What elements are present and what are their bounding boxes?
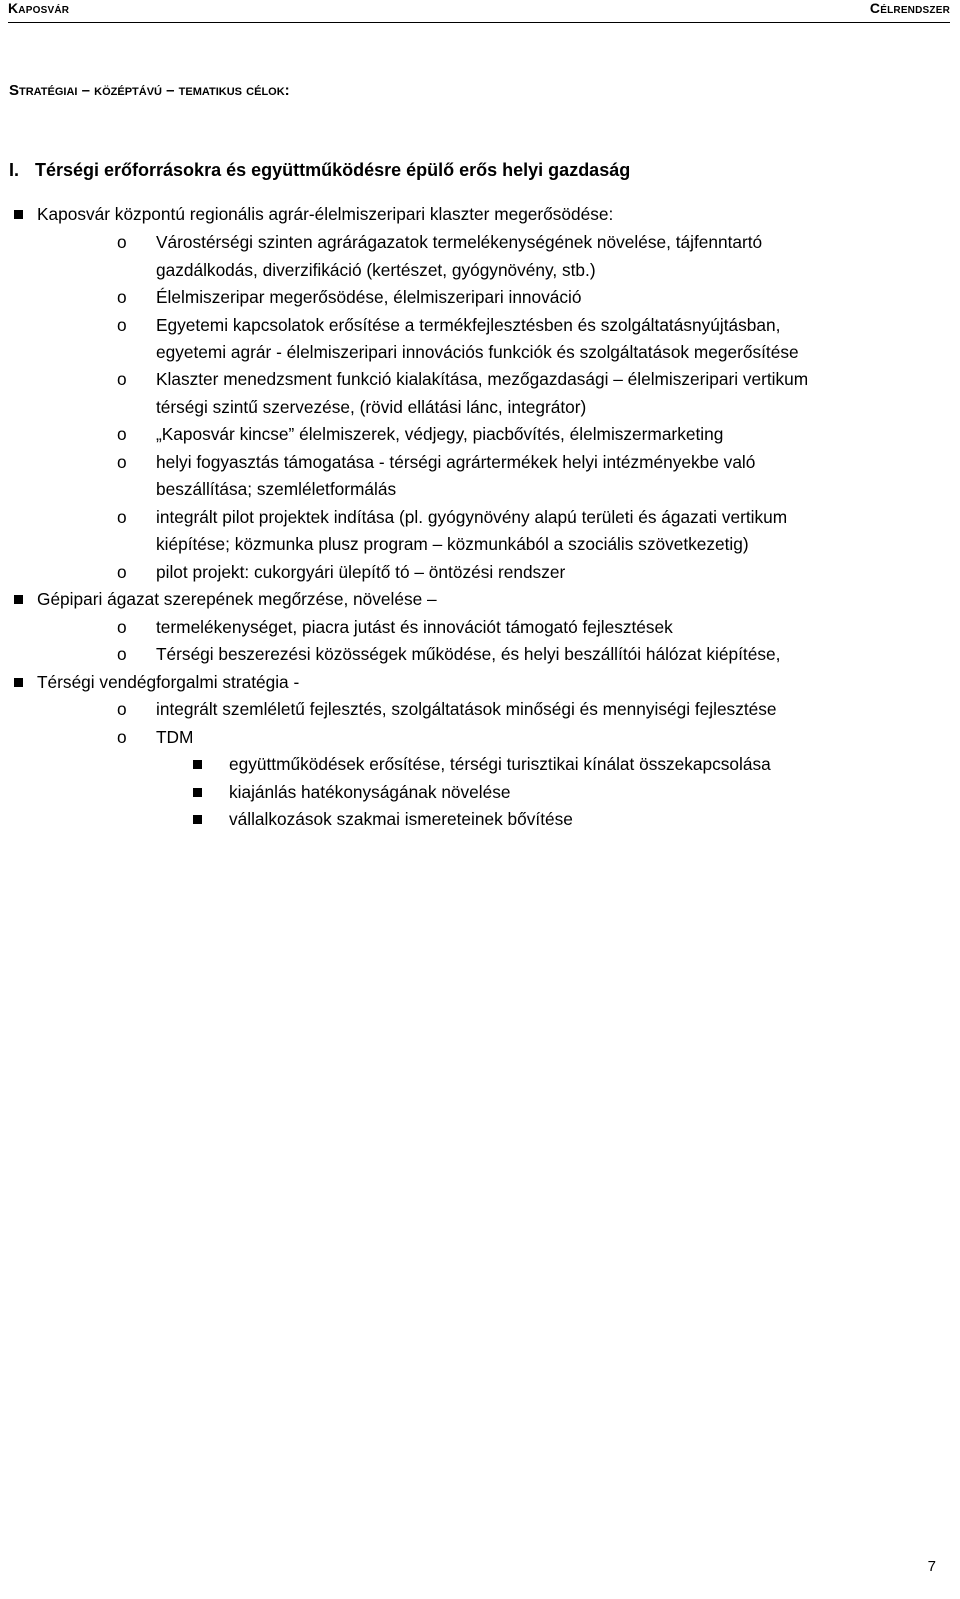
circle-bullet-icon: o xyxy=(117,727,127,747)
circle-bullet-icon: o xyxy=(117,424,127,444)
list-item: Gépipari ágazat szerepének megőrzése, növelése – xyxy=(37,589,437,609)
list-item: pilot projekt: cukorgyári ülepítő tó – öntözési rendszer xyxy=(156,562,566,582)
circle-bullet-icon: o xyxy=(117,232,127,252)
circle-bullet-icon: o xyxy=(117,369,127,389)
list-item: TDM xyxy=(156,727,194,747)
list-item-continued: egyetemi agrár - élelmiszeripari innovációs funkciók és szolgáltatások megerősítése xyxy=(156,342,799,362)
list-item: kiajánlás hatékonyságának növelése xyxy=(229,782,511,802)
list-item: Élelmiszeripar megerősödése, élelmiszeripari innováció xyxy=(156,287,582,307)
circle-bullet-icon: o xyxy=(117,644,127,664)
header-city: Kaposvár xyxy=(8,0,70,16)
circle-bullet-icon: o xyxy=(117,562,127,582)
list-item: együttműködések erősítése, térségi turisztikai kínálat összekapcsolása xyxy=(229,754,771,774)
list-item: Várostérségi szinten agrárágazatok termelékenységének növelése, tájfenntartó xyxy=(156,232,763,252)
circle-bullet-icon: o xyxy=(117,699,127,719)
circle-bullet-icon: o xyxy=(117,315,127,335)
list-item: „Kaposvár kincse” élelmiszerek, védjegy, piacbővítés, élelmiszermarketing xyxy=(156,424,724,444)
section-number: I. xyxy=(9,160,20,180)
list-item: integrált pilot projektek indítása (pl. gyógynövény alapú területi és ágazati vertikum xyxy=(156,507,788,527)
header-section: Célrendszer xyxy=(869,0,950,16)
list-item-continued: térségi szintű szervezése, (rövid ellátási lánc, integrátor) xyxy=(156,397,587,417)
list-item: Klaszter menedzsment funkció kialakítása, mezőgazdasági – élelmiszeripari vertikum xyxy=(156,369,809,389)
circle-bullet-icon: o xyxy=(117,507,127,527)
list-item: Egyetemi kapcsolatok erősítése a termékfejlesztésben és szolgáltatásnyújtásban, xyxy=(156,315,781,335)
circle-bullet-icon: o xyxy=(117,287,127,307)
square-bullet-icon xyxy=(14,210,23,219)
list-item: Kaposvár központú regionális agrár-élelmiszeripari klaszter megerősödése: xyxy=(37,204,614,224)
square-bullet-icon xyxy=(14,595,23,604)
section-title: Térségi erőforrásokra és együttműködésre épülő erős helyi gazdaság xyxy=(35,160,631,180)
list-item: helyi fogyasztás támogatása - térségi agrártermékek helyi intézményekbe való xyxy=(156,452,756,472)
page-header xyxy=(8,0,950,23)
list-item: integrált szemléletű fejlesztés, szolgáltatások minőségi és mennyiségi fejlesztése xyxy=(156,699,777,719)
section-heading xyxy=(9,160,630,181)
list-item-continued: beszállítása; szemléletformálás xyxy=(156,479,397,499)
strategic-heading: Stratégiai – középtávú – tematikus célok: xyxy=(9,82,290,99)
square-bullet-icon xyxy=(193,788,202,797)
list-item-continued: gazdálkodás, diverzifikáció (kertészet, gyógynövény, stb.) xyxy=(156,260,596,280)
list-item: vállalkozások szakmai ismereteinek bővítése xyxy=(229,809,573,829)
circle-bullet-icon: o xyxy=(117,452,127,472)
page-number: 7 xyxy=(927,1558,936,1575)
list-item: termelékenységet, piacra jutást és innovációt támogató fejlesztések xyxy=(156,617,673,637)
square-bullet-icon xyxy=(193,760,202,769)
list-item-continued: kiépítése; közmunka plusz program – közmunkából a szociális szövetkezetig) xyxy=(156,534,749,554)
square-bullet-icon xyxy=(14,678,23,687)
square-bullet-icon xyxy=(193,815,202,824)
circle-bullet-icon: o xyxy=(117,617,127,637)
list-item: Térségi vendégforgalmi stratégia - xyxy=(37,672,300,692)
list-item: Térségi beszerezési közösségek működése, és helyi beszállítói hálózat kiépítése, xyxy=(156,644,781,664)
